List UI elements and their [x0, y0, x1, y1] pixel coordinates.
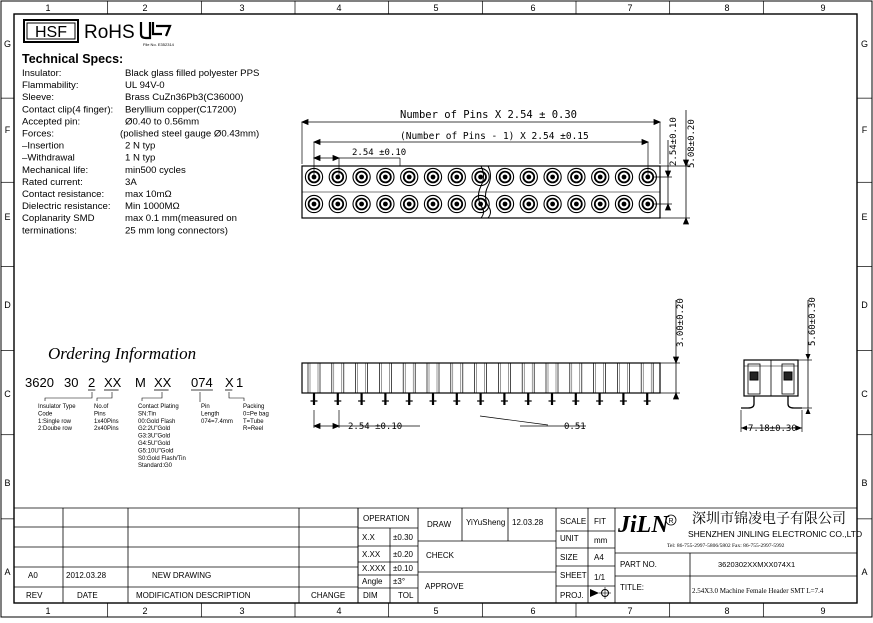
code-part: 1: [236, 375, 244, 390]
code-note-line: G3:3U"Gold: [138, 433, 171, 440]
front-view-pins: [308, 363, 653, 405]
dim-label: DIM: [363, 591, 378, 600]
ul-file-number: File No. E352314: [143, 42, 174, 47]
column-zone-bottom: 7: [627, 606, 633, 616]
tolerance-label: X.XX: [362, 550, 381, 559]
column-zone-top: 9: [820, 3, 826, 13]
code-note-line: Packing: [243, 404, 265, 410]
pin-hole: [407, 175, 412, 180]
row-zone-right: C: [861, 389, 868, 399]
spec-value: Ø0.40 to 0.56mm: [125, 116, 200, 128]
code-note-line: Contact Plating: [138, 404, 179, 410]
hsf-logo: HSF: [35, 24, 67, 41]
unit-label: UNIT: [560, 534, 579, 543]
spec-label: Dielectric resistance:: [22, 201, 111, 213]
spec-label: Flammability:: [22, 80, 79, 92]
size-label: SIZE: [560, 553, 578, 562]
code-note-line: R=Reel: [243, 426, 264, 433]
drawer-name: YiYuSheng: [466, 518, 506, 527]
row-zone-left: B: [4, 478, 11, 488]
tolerance-value: ±0.20: [393, 550, 413, 559]
ordering-title: Ordering Information: [48, 344, 197, 363]
pin-hole: [431, 202, 436, 207]
dim-pitch-length: (Number of Pins - 1) X 2.54 ±0.15: [400, 131, 589, 142]
sheet-label: SHEET: [560, 571, 587, 580]
spec-lines: [22, 68, 259, 236]
spec-label: Coplanarity SMD: [22, 213, 95, 225]
row-zone-right: E: [861, 212, 868, 222]
dim-total-length: Number of Pins X 2.54 ± 0.30: [400, 109, 578, 121]
spec-value: 2 N typ: [125, 140, 156, 152]
code-part: 074: [191, 375, 213, 390]
row-zone-right: D: [861, 300, 868, 310]
pin-hole: [312, 202, 317, 207]
code-part: 2: [88, 375, 96, 390]
side-view: [741, 300, 812, 432]
spec-value: 1 N typ: [125, 152, 156, 164]
pin-hole: [550, 175, 555, 180]
compliance-logos: [24, 20, 175, 47]
draw-date: 12.03.28: [512, 518, 544, 527]
dim-coplanarity: 0.51: [564, 422, 586, 432]
row-zone-left: F: [4, 125, 11, 135]
row-zone-left: A: [4, 567, 11, 577]
spec-value: max 0.1 mm(measured on: [125, 213, 237, 225]
part-code-leaders: [45, 392, 244, 402]
spec-value: Black glass filled polyester PPS: [125, 68, 260, 79]
unit-value: mm: [594, 536, 608, 545]
company-name-cn: 深圳市锦凌电子有限公司: [692, 512, 846, 527]
pin-hole: [622, 175, 627, 180]
part-no-label: PART NO.: [620, 560, 657, 569]
pin-hole: [645, 202, 650, 207]
part-no-value: 3620302XXMXX074X1: [718, 560, 796, 569]
company-logo: JiLN: [618, 512, 669, 538]
row-zone-left: D: [4, 300, 11, 310]
row-zone-right: F: [861, 125, 868, 135]
row-zone-right: B: [861, 478, 868, 488]
column-zone-top: 1: [45, 3, 51, 13]
pin-hole: [503, 175, 508, 180]
part-code: [25, 375, 243, 390]
column-zone-bottom: 1: [45, 606, 51, 616]
pin-hole: [598, 202, 603, 207]
dim-front-pitch: 2.54 ±0.10: [348, 422, 403, 432]
code-note-line: Code: [38, 411, 53, 418]
code-note-line: G2:2U"Gold: [138, 426, 171, 433]
technical-specs: [22, 52, 259, 236]
column-zone-top: 6: [530, 3, 536, 13]
scale-value: FIT: [594, 517, 606, 526]
column-zone-top: 4: [336, 3, 342, 13]
tolerance-label: X.XXX: [362, 564, 386, 573]
specs-heading: Technical Specs:: [22, 52, 124, 66]
spec-label: Sleeve:: [22, 92, 54, 104]
code-part: M: [135, 375, 146, 390]
pin-hole: [359, 175, 364, 180]
code-note-line: Pin: [201, 404, 210, 410]
approve-label: APPROVE: [425, 582, 464, 591]
spec-value: (polished steel gauge Ø0.43mm): [120, 128, 260, 140]
spec-value: Brass CuZn36Pb3(C36000): [125, 92, 244, 104]
ordering-information: [25, 344, 269, 469]
spec-value: UL 94V-0: [125, 80, 165, 92]
pin-hole: [526, 202, 531, 207]
pin-hole: [645, 175, 650, 180]
spec-value: 3A: [125, 176, 137, 188]
row-zone-right: G: [860, 39, 869, 49]
rev-description: NEW DRAWING: [152, 571, 212, 580]
operation-label: OPERATION: [363, 514, 410, 523]
dim-row-pitch: 2.54±0.10: [669, 117, 679, 166]
code-note-line: 0=Pe bag: [243, 411, 269, 418]
column-zone-bottom: 6: [530, 606, 536, 616]
column-zone-bottom: 4: [336, 606, 342, 616]
tolerance-value: ±0.10: [393, 564, 413, 573]
row-zone-left: C: [4, 389, 11, 399]
title-block: [14, 508, 862, 603]
pin-hole: [383, 202, 388, 207]
dim-body-height: 3.00±0.20: [676, 298, 686, 347]
registered-mark-letter: R: [668, 518, 674, 525]
modification-header: MODIFICATION DESCRIPTION: [136, 591, 251, 600]
code-note-line: G4:5U"Gold: [138, 441, 171, 447]
code-note-line: G5:10U"Gold: [138, 448, 174, 455]
code-part: XX: [154, 375, 172, 390]
pin-hole: [503, 202, 508, 207]
tolerance-value: ±0.30: [393, 533, 413, 542]
spec-label: Contact resistance:: [22, 189, 105, 200]
pin-hole: [454, 175, 459, 180]
row-zone-left: E: [4, 212, 11, 222]
code-part: X: [225, 375, 234, 390]
dim-side-width: 7.18±0.30: [748, 424, 797, 434]
code-note-line: 1:Single row: [38, 418, 72, 425]
code-note-line: Length: [201, 411, 220, 418]
tolerance-label: Angle: [362, 577, 383, 586]
column-zone-bottom: 3: [239, 606, 245, 616]
column-zone-top: 7: [627, 3, 633, 13]
column-zone-bottom: 9: [820, 606, 826, 616]
code-note-line: T=Tube: [243, 418, 264, 425]
rev-header: REV: [26, 591, 43, 600]
part-code-notes: [38, 404, 269, 469]
rev-value: A0: [28, 571, 38, 580]
column-zone-top: 5: [433, 3, 439, 13]
pin-hole: [574, 175, 579, 180]
rohs-logo: RoHS: [84, 22, 135, 43]
code-note-line: Standard:G0: [138, 463, 173, 470]
top-view: [302, 109, 697, 224]
pin-hole: [359, 202, 364, 207]
pin-hole: [550, 202, 555, 207]
pin-hole: [383, 175, 388, 180]
code-note-line: S0:Gold Flash/Tin: [138, 455, 186, 462]
rev-date-value: 2012.03.28: [66, 571, 107, 580]
code-note-line: 2x40Pins: [94, 426, 119, 433]
check-label: CHECK: [426, 551, 455, 560]
spec-label: –Insertion: [22, 140, 65, 152]
pin-hole: [335, 175, 340, 180]
pin-hole: [335, 202, 340, 207]
spec-label: Insulator:: [22, 68, 62, 79]
tolerance-label: X.X: [362, 533, 375, 542]
spec-value: Min 1000MΩ: [125, 201, 180, 213]
spec-label: Forces:: [22, 128, 54, 140]
spec-label: Accepted pin:: [22, 116, 81, 128]
change-header: CHANGE: [311, 591, 346, 600]
row-zone-left: G: [3, 39, 12, 49]
code-part: XX: [104, 375, 122, 390]
spec-value: max 10mΩ: [125, 189, 172, 200]
company-name-en: SHENZHEN JINLING ELECTRONIC CO.,LTD: [688, 529, 863, 539]
spec-label: Contact clip(4 finger):: [22, 104, 114, 116]
sheet-value: 1/1: [594, 573, 606, 582]
pin-hole: [598, 175, 603, 180]
code-note-line: SN:Tin: [138, 411, 157, 418]
spec-label: terminations:: [22, 225, 77, 237]
scale-label: SCALE: [560, 517, 587, 526]
ul-recognized-icon: [141, 22, 170, 38]
code-note-line: No.of: [94, 404, 109, 410]
company-contact: Tel: 86-755-2997-5806/5802 Fax: 86-755-2997-5992: [667, 543, 785, 549]
row-zone-right: A: [861, 567, 868, 577]
pin-hole: [407, 202, 412, 207]
dim-pitch: 2.54 ±0.10: [352, 148, 407, 158]
title-label: TITLE:: [620, 583, 645, 592]
spec-label: Rated current:: [22, 176, 83, 188]
column-zone-top: 8: [724, 3, 730, 13]
pin-hole: [431, 175, 436, 180]
pin-hole: [454, 202, 459, 207]
tol-label: TOL: [398, 591, 414, 600]
spec-label: –Withdrawal: [22, 152, 75, 164]
code-note-line: 2:Doube row: [38, 426, 73, 433]
column-zone-top: 3: [239, 3, 245, 13]
column-zone-bottom: 2: [142, 606, 148, 616]
proj-label: PROJ.: [560, 591, 584, 600]
code-part: 30: [64, 375, 79, 390]
column-zone-top: 2: [142, 3, 148, 13]
pin-hole: [312, 175, 317, 180]
third-angle-projection-icon: [590, 587, 611, 599]
tolerance-value: ±3°: [393, 577, 406, 586]
spec-value: 25 mm long connectors): [125, 225, 228, 237]
pin-hole: [478, 175, 483, 180]
code-note-line: 00:Gold Flash: [138, 418, 176, 425]
dim-side-height: 5.60±0.30: [808, 297, 818, 346]
code-note-line: 074=7.4mm: [201, 418, 233, 425]
pin-hole: [526, 175, 531, 180]
spec-value: min500 cycles: [125, 164, 186, 176]
draw-label: DRAW: [427, 520, 452, 529]
spec-value: Beryllium copper(C17200): [125, 104, 237, 116]
column-zone-bottom: 5: [433, 606, 439, 616]
column-zone-bottom: 8: [724, 606, 730, 616]
code-note-line: 1x40Pins: [94, 418, 119, 425]
pin-hole: [574, 202, 579, 207]
size-value: A4: [594, 553, 604, 562]
code-note-line: Insulator Type: [38, 404, 76, 410]
code-note-line: Pins: [94, 411, 106, 418]
pin-hole: [622, 202, 627, 207]
spec-label: Mechanical life:: [22, 164, 89, 176]
dim-width: 5.08±0.20: [687, 119, 697, 168]
front-view: [302, 298, 686, 432]
date-header: DATE: [77, 591, 98, 600]
code-part: 3620: [25, 375, 54, 390]
title-value: 2.54X3.0 Machine Female Header SMT L=7.4: [692, 587, 824, 595]
